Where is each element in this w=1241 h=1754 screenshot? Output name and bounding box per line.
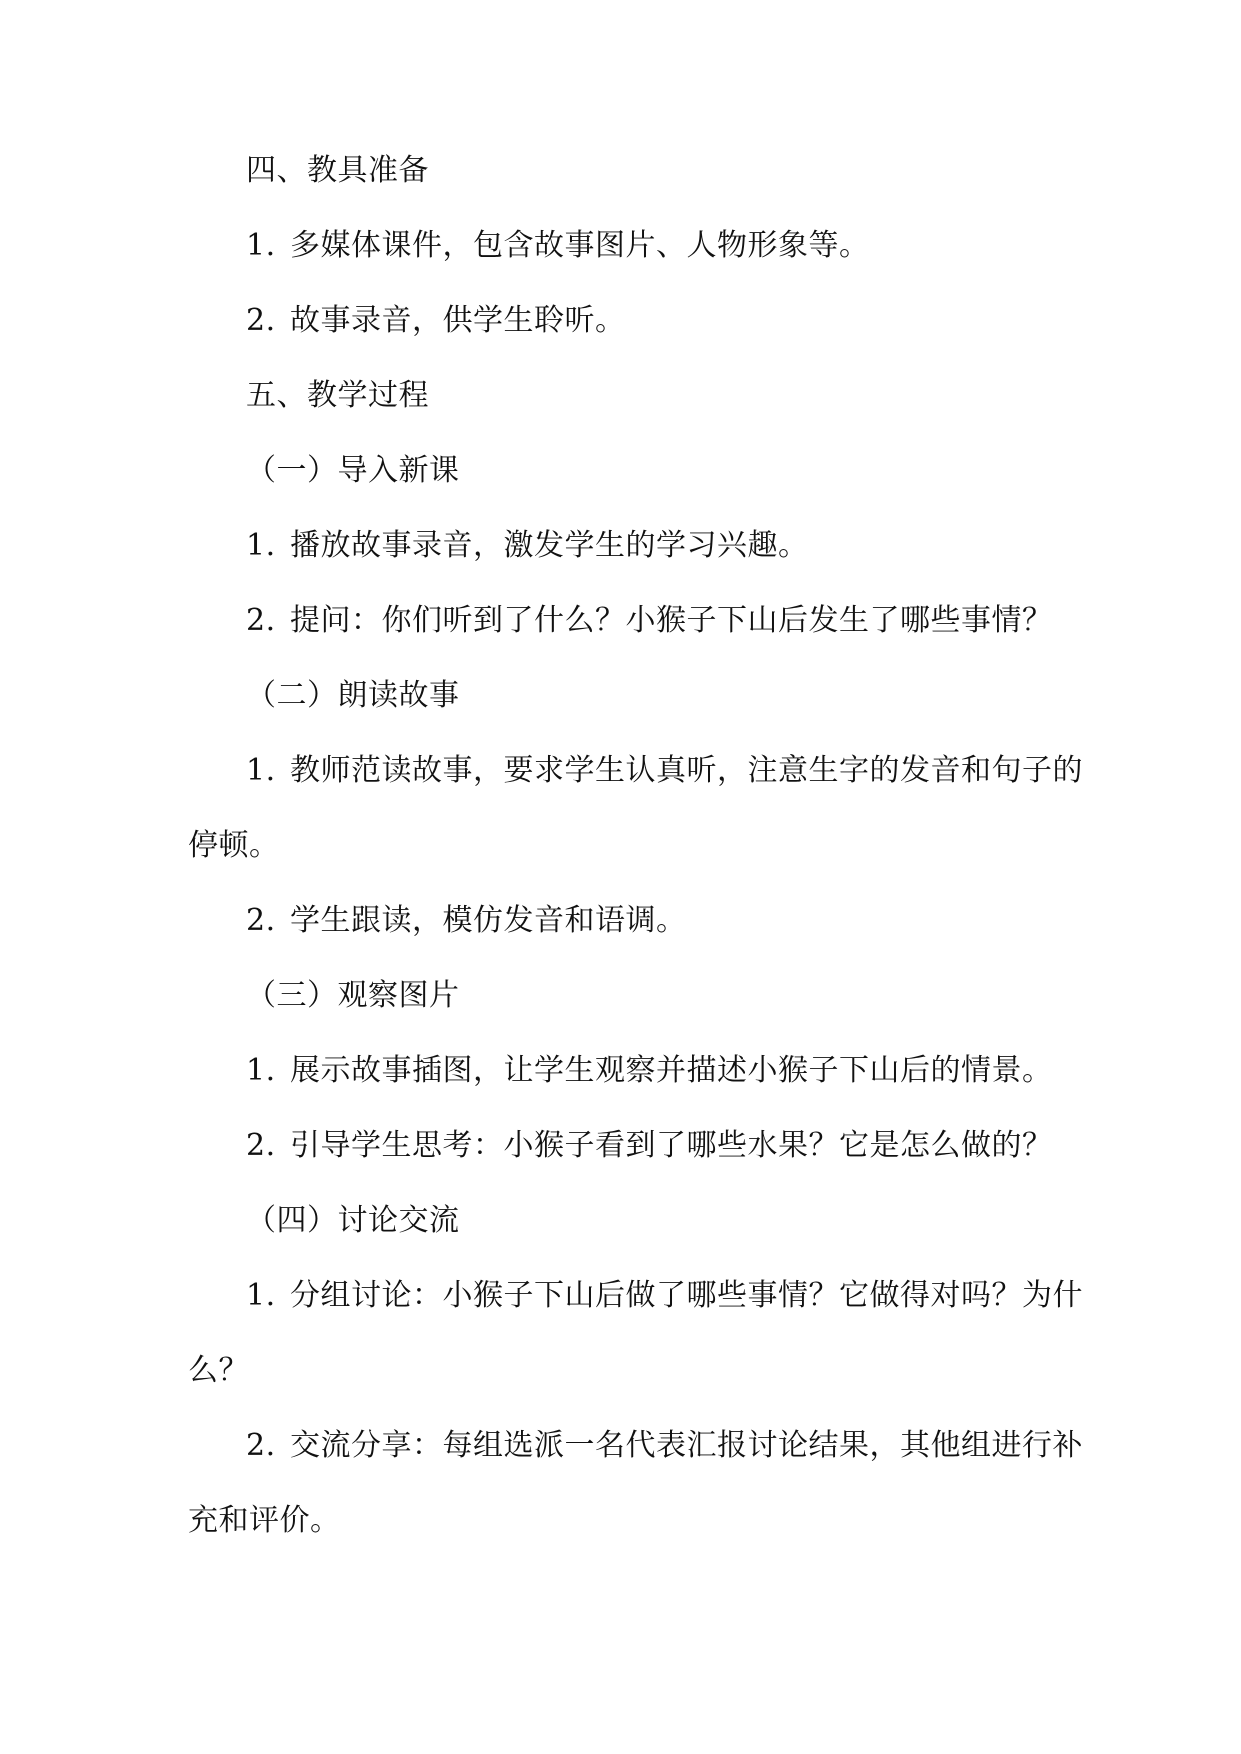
- list-item-text: 分组讨论：小猴子下山后做了哪些事情？它做得对吗？为什: [290, 1278, 1083, 1313]
- list-item-text: 故事录音，供学生聆听。: [290, 303, 626, 338]
- list-item-text: 学生跟读，模仿发音和语调。: [290, 903, 687, 938]
- subsection-heading: [246, 678, 460, 714]
- list-item: [246, 903, 687, 939]
- subsection-heading-text: （三）观察图片: [246, 978, 460, 1013]
- list-number: 2.: [246, 303, 276, 338]
- subsection-heading-text: （四）讨论交流: [246, 1203, 460, 1238]
- list-item-text: 播放故事录音，激发学生的学习兴趣。: [290, 528, 809, 563]
- section-heading: [246, 378, 429, 414]
- list-item-text: 引导学生思考：小猴子看到了哪些水果？它是怎么做的？: [290, 1128, 1053, 1163]
- subsection-heading: [246, 978, 460, 1014]
- list-item-continuation: [188, 828, 280, 864]
- list-item: [246, 1128, 1053, 1164]
- list-number: 1.: [246, 528, 276, 563]
- list-number: 1.: [246, 753, 276, 788]
- list-item: [246, 1278, 1083, 1314]
- subsection-heading: [246, 1203, 460, 1239]
- list-item: [246, 528, 809, 564]
- list-item-continuation: [188, 1503, 341, 1539]
- list-item: [246, 753, 1083, 789]
- continuation-text: 充和评价。: [188, 1503, 341, 1538]
- list-item: [246, 228, 870, 264]
- continuation-text: 停顿。: [188, 828, 280, 863]
- list-item-text: 多媒体课件，包含故事图片、人物形象等。: [290, 228, 870, 263]
- section-heading-text: 五、教学过程: [246, 378, 429, 413]
- section-heading: [246, 153, 429, 189]
- list-item-continuation: [188, 1353, 249, 1389]
- subsection-heading-text: （二）朗读故事: [246, 678, 460, 713]
- list-item: [246, 1428, 1083, 1464]
- list-number: 2.: [246, 1128, 276, 1163]
- list-number: 2.: [246, 1428, 276, 1463]
- list-number: 1.: [246, 1278, 276, 1313]
- list-item-text: 提问：你们听到了什么？小猴子下山后发生了哪些事情？: [290, 603, 1053, 638]
- list-item: [246, 303, 626, 339]
- subsection-heading: [246, 453, 460, 489]
- list-item-text: 教师范读故事，要求学生认真听，注意生字的发音和句子的: [290, 753, 1083, 788]
- list-item: [246, 1053, 1053, 1089]
- continuation-text: 么？: [188, 1353, 249, 1388]
- list-number: 2.: [246, 903, 276, 938]
- list-item-text: 展示故事插图，让学生观察并描述小猴子下山后的情景。: [290, 1053, 1053, 1088]
- list-item: [246, 603, 1053, 639]
- list-item-text: 交流分享：每组选派一名代表汇报讨论结果，其他组进行补: [290, 1428, 1083, 1463]
- list-number: 1.: [246, 1053, 276, 1088]
- subsection-heading-text: （一）导入新课: [246, 453, 460, 488]
- list-number: 1.: [246, 228, 276, 263]
- list-number: 2.: [246, 603, 276, 638]
- section-heading-text: 四、教具准备: [246, 153, 429, 188]
